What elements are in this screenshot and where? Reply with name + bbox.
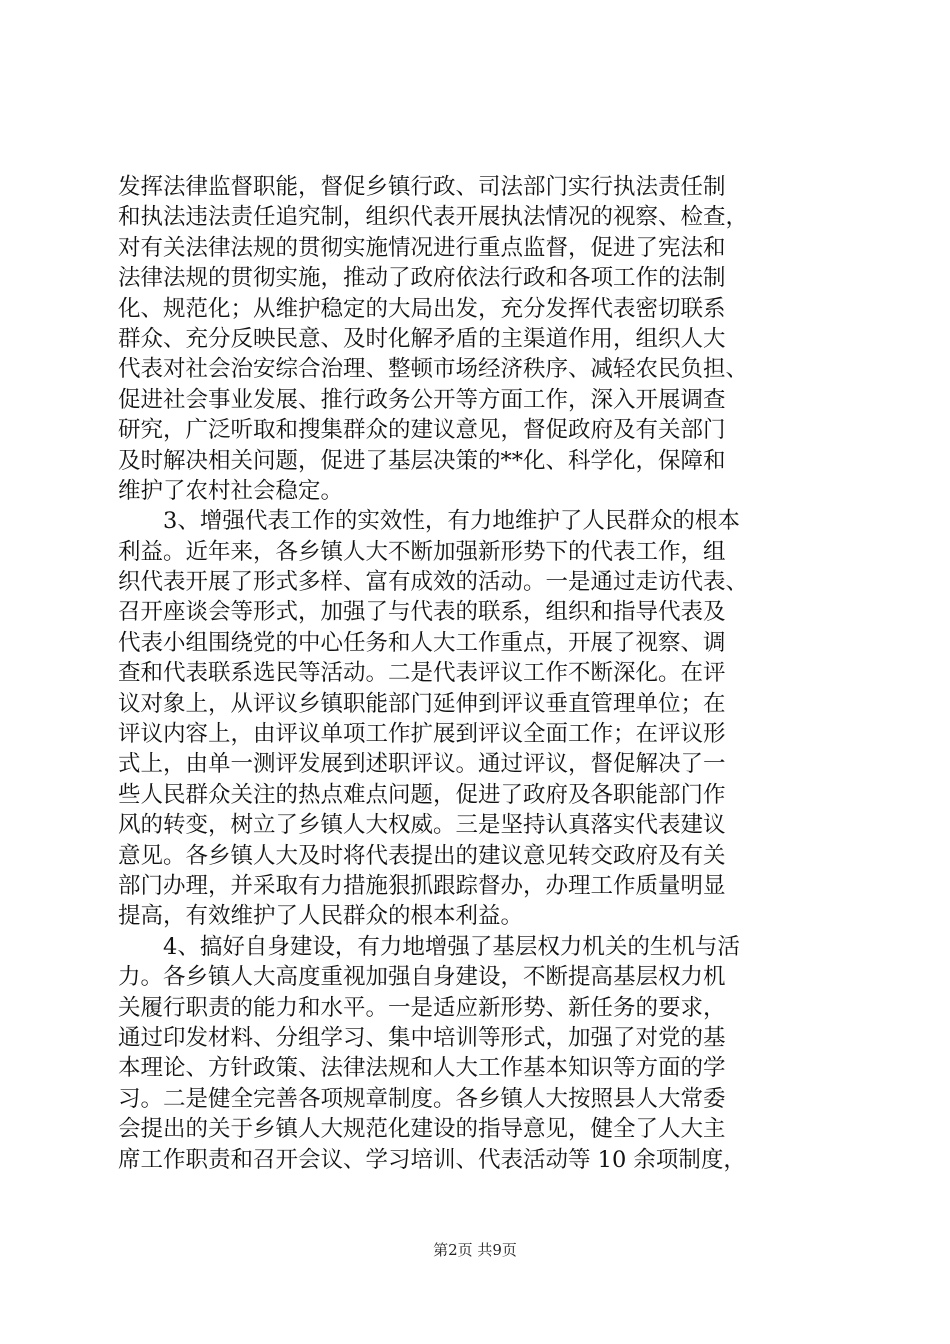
- text-line: 维护了农村社会稳定。: [118, 477, 344, 504]
- text-line: 评议内容上，由评议单项工作扩展到评议全面工作；在评议形: [118, 721, 726, 748]
- paragraph-4-start: 4、搞好自身建设，有力地增强了基层权力机关的生机与活: [118, 933, 740, 960]
- text-line: 些人民群众关注的热点难点问题，促进了政府及各职能部门作: [118, 781, 726, 808]
- text-line: 织代表开展了形式多样、富有成效的活动。一是通过走访代表、: [118, 569, 749, 596]
- text-line: 查和代表联系选民等活动。二是代表评议工作不断深化。在评: [118, 660, 726, 687]
- text-line: 代表对社会治安综合治理、整顿市场经济秩序、减轻农民负担、: [118, 356, 749, 383]
- text-line: 群众、充分反映民意、及时化解矛盾的主渠道作用，组织人大: [118, 325, 726, 352]
- text-line: 利益。近年来，各乡镇人大不断加强新形势下的代表工作，组: [118, 538, 726, 565]
- paragraph-3-start: 3、增强代表工作的实效性，有力地维护了人民群众的根本: [118, 508, 740, 535]
- text-line: 法律法规的贯彻实施，推动了政府依法行政和各项工作的法制: [118, 265, 726, 292]
- text-line: 对有关法律法规的贯彻实施情况进行重点监督，促进了宪法和: [118, 234, 726, 261]
- text-line: 提高，有效维护了人民群众的根本利益。: [118, 903, 524, 930]
- text-line: 会提出的关于乡镇人大规范化建设的指导意见，健全了人大主: [118, 1116, 726, 1143]
- text-line: 风的转变，树立了乡镇人大权威。三是坚持认真落实代表建议: [118, 812, 726, 839]
- text-line: 关履行职责的能力和水平。一是适应新形势、新任务的要求，: [118, 994, 726, 1021]
- text-line: 本理论、方针政策、法律法规和人大工作基本知识等方面的学: [118, 1055, 726, 1082]
- text-line: 部门办理，并采取有力措施狠抓跟踪督办，办理工作质量明显: [118, 872, 726, 899]
- page-number-footer: 第2页 共9页: [433, 1241, 517, 1259]
- text-line: 促进社会事业发展、推行政务公开等方面工作，深入开展调查: [118, 386, 726, 413]
- text-line: 力。各乡镇人大高度重视加强自身建设，不断提高基层权力机: [118, 964, 726, 991]
- text-line: 式上，由单一测评发展到述职评议。通过评议，督促解决了一: [118, 751, 726, 778]
- body-text: [118, 172, 838, 1175]
- text-line: 议对象上，从评议乡镇职能部门延伸到评议垂直管理单位；在: [118, 690, 726, 717]
- text-line: 意见。各乡镇人大及时将代表提出的建议意见转交政府及有关: [118, 842, 726, 869]
- text-line: 习。二是健全完善各项规章制度。各乡镇人大按照县人大常委: [118, 1085, 726, 1112]
- text-line: 研究，广泛听取和搜集群众的建议意见，督促政府及有关部门: [118, 417, 726, 444]
- text-line: 席工作职责和召开会议、学习培训、代表活动等 10 余项制度，: [118, 1146, 746, 1173]
- text-line: 召开座谈会等形式，加强了与代表的联系，组织和指导代表及: [118, 599, 726, 626]
- text-line: 代表小组围绕党的中心任务和人大工作重点，开展了视察、调: [118, 629, 726, 656]
- text-line: 及时解决相关问题，促进了基层决策的**化、科学化，保障和: [118, 447, 726, 474]
- text-line: 通过印发材料、分组学习、集中培训等形式，加强了对党的基: [118, 1024, 726, 1051]
- text-line: 和执法违法责任追究制，组织代表开展执法情况的视察、检查，: [118, 204, 749, 231]
- text-line: 化、规范化；从维护稳定的大局出发，充分发挥代表密切联系: [118, 295, 726, 322]
- text-line: 发挥法律监督职能，督促乡镇行政、司法部门实行执法责任制: [118, 174, 726, 200]
